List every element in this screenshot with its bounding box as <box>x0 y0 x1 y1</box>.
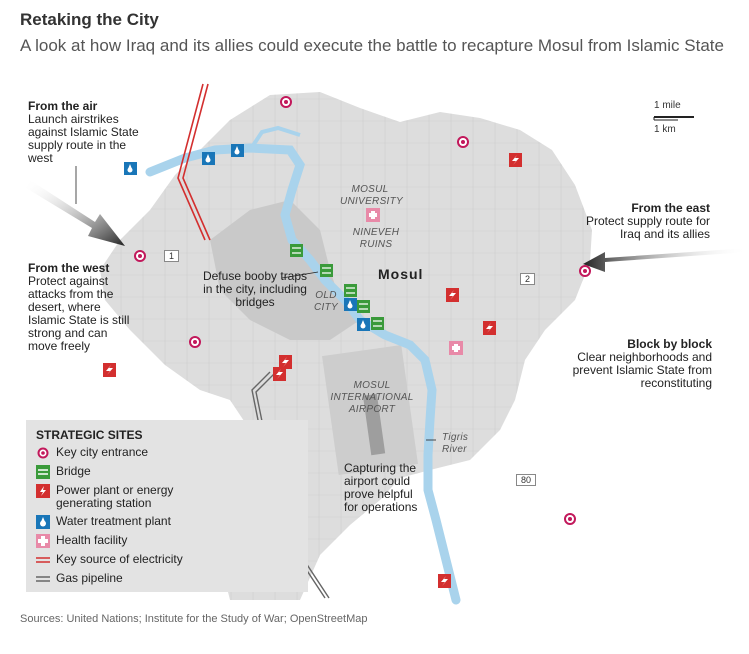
scale-bar <box>654 117 694 120</box>
annotation-from-east-text: Protect supply route for Iraq and its allies <box>585 214 710 241</box>
legend-item-water <box>36 515 171 529</box>
pipeline-icon <box>36 572 50 586</box>
legend-label-power: Power plant or energy generating station <box>56 483 174 510</box>
health-icon <box>36 534 50 548</box>
electricity-line-icon <box>36 553 50 567</box>
legend-item-bridge <box>36 465 91 479</box>
annotation-block-text: Clear neighborhoods and prevent Islamic State from reconstituting <box>572 350 712 390</box>
label-old-city: OLD CITY <box>314 290 338 313</box>
road-80-shield: 80 <box>516 474 536 486</box>
scale-km <box>654 124 676 135</box>
legend-panel <box>26 420 308 592</box>
road-2-shield: 2 <box>520 273 535 285</box>
map-subtitle: A look at how Iraq and its allies could execute the battle to recapture Mosul from Islamic State <box>20 36 724 55</box>
legend-label-pipeline: Gas pipeline <box>56 571 123 585</box>
annotation-from-air-title: From the air <box>28 99 98 113</box>
scale-mile <box>654 100 681 111</box>
city-label-mosul: Mosul <box>378 266 424 282</box>
label-nineveh-ruins: NINEVEH RUINS <box>352 227 400 250</box>
source-note: Sources: United Nations; Institute for the Study of War; OpenStreetMap <box>20 613 368 625</box>
annotation-from-east-title: From the east <box>631 201 710 215</box>
legend-label-electricity: Key source of electricity <box>56 552 183 566</box>
legend-label-entrance: Key city entrance <box>56 445 149 459</box>
annotation-booby-traps: Defuse booby traps in the city, including bridges <box>202 269 308 309</box>
legend-item-health <box>36 534 127 548</box>
arrow-from-air <box>26 180 125 246</box>
annotation-from-air-text: Launch airstrikes against Islamic State supply route in the west <box>28 112 139 165</box>
legend-label-water: Water treatment plant <box>56 514 171 528</box>
arrow-from-east <box>583 248 748 272</box>
legend-label-bridge: Bridge <box>56 464 91 478</box>
legend-item-entrance <box>36 446 148 460</box>
legend-item-power <box>36 484 226 510</box>
annotation-from-east <box>580 202 710 241</box>
label-mosul-university: MOSUL UNIVERSITY <box>340 184 404 207</box>
legend-title: STRATEGIC SITES <box>36 428 143 442</box>
scale-mile-label: 1 mile <box>654 100 681 111</box>
legend-item-pipeline <box>36 572 123 586</box>
annotation-from-west <box>28 262 140 353</box>
water-icon <box>36 515 50 529</box>
scale-km-label: 1 km <box>654 124 676 135</box>
legend-label-health: Health facility <box>56 533 128 547</box>
label-tigris-river: Tigris River <box>442 432 469 455</box>
label-airport: MOSUL INTERNATIONAL AIRPORT <box>330 380 414 415</box>
bridge-icon <box>36 465 50 479</box>
entrance-icon <box>36 446 50 460</box>
legend-item-electricity <box>36 553 183 567</box>
map-title: Retaking the City <box>20 10 159 29</box>
annotation-airport: Capturing the airport could prove helpful for operations <box>344 461 418 514</box>
annotation-block-title: Block by block <box>627 337 712 351</box>
annotation-block-by-block <box>560 338 712 390</box>
road-1-shield: 1 <box>164 250 179 262</box>
annotation-from-air <box>28 100 148 165</box>
annotation-from-west-title: From the west <box>28 261 110 275</box>
power-icon <box>36 484 50 498</box>
annotation-from-west-text: Protect against attacks from the desert, where Islamic State is still strong and can move freely <box>28 274 130 353</box>
